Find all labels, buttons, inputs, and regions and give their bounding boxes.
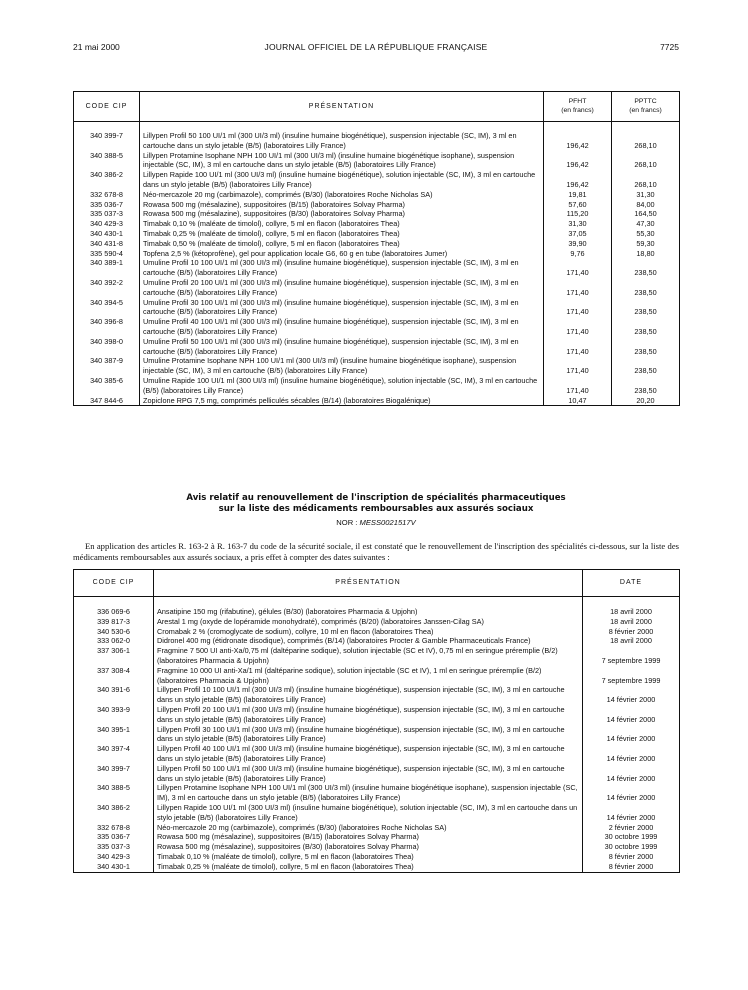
code-cip-cell: 337 308-4 [74,666,154,686]
code-cip-cell: 335 037-3 [74,209,140,219]
date-cell: 14 février 2000 [583,725,680,745]
table-row [74,200,680,210]
pfht-cell: 37,05 [544,229,612,239]
presentation-cell: Umuline Profil 20 100 UI/1 ml (300 UI/3 ml) (insuline humaine biogénétique), suspension injectable (SC, IM), 3 ml en cartouche (B/5) (laboratoires Lilly France) [140,278,544,298]
code-cip-cell: 340 393-9 [74,705,154,725]
code-cip-cell: 340 395-1 [74,725,154,745]
presentation-cell: Umuline Profil 10 100 UI/1 ml (300 UI/3 ml) (insuline humaine biogénétique), suspension injectable (SC, IM), 3 ml en cartouche (B/5) (laboratoires Lilly France) [140,258,544,278]
table-spacer [74,597,680,608]
code-cip-cell: 340 389-1 [74,258,140,278]
ppttc-cell: 164,50 [612,209,680,219]
notice-title-line2: sur la liste des médicaments remboursables aux assurés sociaux [218,504,534,514]
presentation-cell: Cromabak 2 % (cromoglycate de sodium), collyre, 10 ml en flacon (laboratoires Thea) [154,627,583,637]
table-row [74,627,680,637]
issue-date: 21 mai 2000 [73,42,120,52]
pfht-cell: 171,40 [544,317,612,337]
ppttc-cell: 238,50 [612,278,680,298]
presentation-cell: Fragmine 7 500 UI anti-Xa/0,75 ml (daltéparine sodique), solution injectable (SC et IV), 0,75 ml en seringue préremplie (B/2) (laboratoires Pharmacia & Upjohn) [154,646,583,666]
date-cell: 14 février 2000 [583,744,680,764]
pfht-cell: 19,81 [544,190,612,200]
table-row [74,131,680,151]
code-cip-cell: 333 062-0 [74,636,154,646]
presentation-cell: Rowasa 500 mg (mésalazine), suppositoires (B/30) (laboratoires Solvay Pharma) [140,209,544,219]
pfht-cell: 171,40 [544,258,612,278]
presentation-cell: Timabak 0,25 % (maléate de timolol), collyre, 5 ml en flacon (laboratoires Thea) [140,229,544,239]
date-cell: 7 septembre 1999 [583,646,680,666]
presentation-cell: Lillypen Profil 40 100 UI/1 ml (300 UI/3 ml) (insuline humaine biogénétique), suspension injectable (SC, IM), 3 ml en cartouche dans un stylo jetable (B/5) (laboratoires Lilly France) [154,744,583,764]
ppttc-cell: 31,30 [612,190,680,200]
date-cell: 14 février 2000 [583,685,680,705]
presentation-cell: Ansatipine 150 mg (rifabutine), gélules (B/30) (laboratoires Pharmacia & Upjohn) [154,607,583,617]
date-cell: 30 octobre 1999 [583,842,680,852]
table-row [74,705,680,725]
presentation-cell: Lillypen Profil 50 100 UI/1 ml (300 UI/3 ml) (insuline humaine biogénétique), suspension injectable (SC, IM), 3 ml en cartouche dans un stylo jetable (B/5) (laboratoires Lilly France) [140,131,544,151]
header-pfht-unit: (en francs) [561,106,594,114]
header-pfht-label: PFHT [568,98,587,105]
pfht-cell: 171,40 [544,376,612,396]
pfht-cell: 171,40 [544,298,612,318]
ppttc-cell: 268,10 [612,131,680,151]
code-cip-cell: 335 590-4 [74,249,140,259]
code-cip-cell: 340 430-1 [74,862,154,872]
table-row [74,842,680,852]
ppttc-cell: 238,50 [612,337,680,357]
date-cell: 14 février 2000 [583,764,680,784]
presentation-cell: Timabak 0,10 % (maléate de timolol), collyre, 5 ml en flacon (laboratoires Thea) [154,852,583,862]
pfht-cell: 57,60 [544,200,612,210]
code-cip-cell: 340 386-2 [74,803,154,823]
nor-label: NOR : [336,518,358,527]
table-row [74,852,680,862]
pfht-cell: 31,30 [544,219,612,229]
pfht-cell: 171,40 [544,278,612,298]
table-row [74,239,680,249]
presentation-cell: Lillypen Profil 20 100 UI/1 ml (300 UI/3 ml) (insuline humaine biogénétique), suspension injectable (SC, IM), 3 ml en cartouche dans un stylo jetable (B/5) (laboratoires Lilly France) [154,705,583,725]
table-row [74,376,680,396]
presentation-cell: Lillypen Profil 50 100 UI/1 ml (300 UI/3 ml) (insuline humaine biogénétique), suspension injectable (SC, IM), 3 ml en cartouche dans un stylo jetable (B/5) (laboratoires Lilly France) [154,764,583,784]
table-row [74,219,680,229]
date-cell: 18 avril 2000 [583,607,680,617]
pfht-cell: 196,42 [544,170,612,190]
date-cell: 18 avril 2000 [583,617,680,627]
table-row [74,356,680,376]
code-cip-cell: 340 386-2 [74,170,140,190]
code-cip-cell: 340 394-5 [74,298,140,318]
pfht-cell: 171,40 [544,356,612,376]
date-cell: 8 février 2000 [583,627,680,637]
page-number: 7725 [660,42,679,52]
renewal-table-header [74,570,680,597]
presentation-cell: Umuline Profil 40 100 UI/1 ml (300 UI/3 ml) (insuline humaine biogénétique), suspension injectable (SC, IM), 3 ml en cartouche (B/5) (laboratoires Lilly France) [140,317,544,337]
date-cell: 30 octobre 1999 [583,832,680,842]
presentation-cell: Umuline Profil 50 100 UI/1 ml (300 UI/3 ml) (insuline humaine biogénétique), suspension injectable (SC, IM), 3 ml en cartouche (B/5) (laboratoires Lilly France) [140,337,544,357]
code-cip-cell: 340 397-4 [74,744,154,764]
pfht-cell: 115,20 [544,209,612,219]
presentation-cell: Timabak 0,10 % (maléate de timolol), collyre, 5 ml en flacon (laboratoires Thea) [140,219,544,229]
code-cip-cell: 336 069-6 [74,607,154,617]
header-ppttc-label: PPTTC [634,98,657,105]
table-row [74,229,680,239]
presentation-cell: Umuline Rapide 100 UI/1 ml (300 UI/3 ml) (insuline humaine biogénétique), solution injectable (SC, IM), 3 ml en cartouche (B/5) (laboratoires Lilly France) [140,376,544,396]
ppttc-cell: 59,30 [612,239,680,249]
header-ppttc-unit: (en francs) [629,106,662,114]
pfht-cell: 39,90 [544,239,612,249]
pfht-cell: 196,42 [544,131,612,151]
ppttc-cell: 238,50 [612,317,680,337]
table-row [74,617,680,627]
table-row [74,744,680,764]
date-cell: 2 février 2000 [583,823,680,833]
notice-title [73,493,679,515]
code-cip-cell: 332 678-8 [74,190,140,200]
presentation-cell: Didronel 400 mg (étidronate disodique), comprimés (B/14) (laboratoires Procter & Gamble Pharmaceuticals France) [154,636,583,646]
table-row [74,764,680,784]
ppttc-cell: 238,50 [612,258,680,278]
code-cip-cell: 335 036-7 [74,832,154,842]
table-row [74,803,680,823]
presentation-cell: Rowasa 500 mg (mésalazine), suppositoires (B/30) (laboratoires Solvay Pharma) [154,842,583,852]
price-table [73,91,680,406]
table-row [74,666,680,686]
ppttc-cell: 238,50 [612,376,680,396]
code-cip-cell: 340 388-5 [74,783,154,803]
date-cell: 14 février 2000 [583,803,680,823]
code-cip-cell: 340 388-5 [74,151,140,171]
presentation-cell: Lillypen Protamine Isophane NPH 100 UI/1 ml (300 UI/3 ml) (insuline humaine biogénétique isophane), suspension injectable (SC, IM), 3 ml en cartouche dans un stylo jetable (B/5) (laboratoires Lilly France) [154,783,583,803]
header-pfht [544,92,612,122]
ppttc-cell: 238,50 [612,356,680,376]
presentation-cell: Timabak 0,50 % (maléate de timolol), collyre, 5 ml en flacon (laboratoires Thea) [140,239,544,249]
pfht-cell: 171,40 [544,337,612,357]
date-cell: 7 septembre 1999 [583,666,680,686]
table-row [74,646,680,666]
table-row [74,298,680,318]
date-cell: 8 février 2000 [583,852,680,862]
header-date: DATE [583,570,680,597]
code-cip-cell: 340 399-7 [74,131,140,151]
code-cip-cell: 340 530-6 [74,627,154,637]
table-row [74,685,680,705]
presentation-cell: Timabak 0,25 % (maléate de timolol), collyre, 5 ml en flacon (laboratoires Thea) [154,862,583,872]
code-cip-cell: 335 037-3 [74,842,154,852]
presentation-cell: Umuline Profil 30 100 UI/1 ml (300 UI/3 ml) (insuline humaine biogénétique), suspension injectable (SC, IM), 3 ml en cartouche (B/5) (laboratoires Lilly France) [140,298,544,318]
ppttc-cell: 55,30 [612,229,680,239]
header-presentation: PRÉSENTATION [154,570,583,597]
ppttc-cell: 47,30 [612,219,680,229]
table-row [74,249,680,259]
code-cip-cell: 340 387-9 [74,356,140,376]
presentation-cell: Lillypen Rapide 100 UI/1 ml (300 UI/3 ml) (insuline humaine biogénétique), solution injectable (SC, IM), 3 ml en cartouche dans un stylo jetable (B/5) (laboratoires Lilly France) [140,170,544,190]
presentation-cell: Néo-mercazole 20 mg (carbimazole), comprimés (B/30) (laboratoires Roche Nicholas SA) [140,190,544,200]
table-row [74,170,680,190]
code-cip-cell: 340 429-3 [74,219,140,229]
pfht-cell: 10,47 [544,396,612,406]
header-code-cip: CODE CIP [74,92,140,122]
ppttc-cell: 268,10 [612,170,680,190]
code-cip-cell: 332 678-8 [74,823,154,833]
price-table-header [74,92,680,122]
header-presentation: PRÉSENTATION [140,92,544,122]
ppttc-cell: 238,50 [612,298,680,318]
code-cip-cell: 340 430-1 [74,229,140,239]
ppttc-cell: 268,10 [612,151,680,171]
notice-title-line1: Avis relatif au renouvellement de l'inscription de spécialités pharmaceutiques [186,493,566,503]
table-row [74,832,680,842]
pfht-cell: 196,42 [544,151,612,171]
presentation-cell: Lillypen Profil 30 100 UI/1 ml (300 UI/3 ml) (insuline humaine biogénétique), suspension injectable (SC, IM), 3 ml en cartouche dans un stylo jetable (B/5) (laboratoires Lilly France) [154,725,583,745]
table-row [74,862,680,872]
table-row [74,725,680,745]
table-row [74,278,680,298]
table-row [74,190,680,200]
renewal-table [73,569,680,873]
header-ppttc [612,92,680,122]
nor-value: MESS0021517V [359,518,416,527]
code-cip-cell: 335 036-7 [74,200,140,210]
ppttc-cell: 18,80 [612,249,680,259]
date-cell: 14 février 2000 [583,705,680,725]
code-cip-cell: 340 398-0 [74,337,140,357]
notice-paragraph: En application des articles R. 163-2 à R. 163-7 du code de la sécurité sociale, il est constaté que le renouvellement de l'inscription des spécialités ci-dessous, sur la liste des médicaments remboursables aux assurés sociaux, a pris effet à compter des dates suivantes : [73,541,679,562]
ppttc-cell: 84,00 [612,200,680,210]
table-row [74,607,680,617]
ppttc-cell: 20,20 [612,396,680,406]
presentation-cell: Zopiclone RPG 7,5 mg, comprimés pelliculés sécables (B/14) (laboratoires Biogalénique) [140,396,544,406]
presentation-cell: Topfena 2,5 % (kétoprofène), gel pour application locale G6, 60 g en tube (laboratoires Jumer) [140,249,544,259]
code-cip-cell: 340 431-8 [74,239,140,249]
code-cip-cell: 340 391-6 [74,685,154,705]
presentation-cell: Rowasa 500 mg (mésalazine), suppositoires (B/15) (laboratoires Solvay Pharma) [154,832,583,842]
presentation-cell: Rowasa 500 mg (mésalazine), suppositoires (B/15) (laboratoires Solvay Pharma) [140,200,544,210]
code-cip-cell: 340 396-8 [74,317,140,337]
presentation-cell: Lillypen Profil 10 100 UI/1 ml (300 UI/3 ml) (insuline humaine biogénétique), suspension injectable (SC, IM), 3 ml en cartouche dans un stylo jetable (B/5) (laboratoires Lilly France) [154,685,583,705]
table-row [74,151,680,171]
code-cip-cell: 340 399-7 [74,764,154,784]
presentation-cell: Arestal 1 mg (oxyde de lopéramide monohydraté), comprimés (B/20) (laboratoires Janssen-Cilag SA) [154,617,583,627]
table-row [74,258,680,278]
code-cip-cell: 339 817-3 [74,617,154,627]
table-row [74,337,680,357]
table-row [74,317,680,337]
page-header [73,42,679,56]
presentation-cell: Umuline Protamine Isophane NPH 100 UI/1 ml (300 UI/3 ml) (insuline humaine biogénétique isophane), suspension injectable (SC, IM), 3 ml en cartouche (B/5) (laboratoires Lilly France) [140,356,544,376]
presentation-cell: Lillypen Rapide 100 UI/1 ml (300 UI/3 ml) (insuline humaine biogénétique), solution injectable (SC, IM), 3 ml en cartouche dans un stylo jetable (B/5) (laboratoires Lilly France) [154,803,583,823]
table-spacer [74,122,680,132]
code-cip-cell: 340 429-3 [74,852,154,862]
table-row [74,783,680,803]
table-row [74,209,680,219]
date-cell: 8 février 2000 [583,862,680,872]
presentation-cell: Fragmine 10 000 UI anti-Xa/1 ml (daltéparine sodique), solution injectable (SC et IV), 1 ml en seringue préremplie (B/2) (laboratoires Pharmacia & Upjohn) [154,666,583,686]
presentation-cell: Lillypen Protamine Isophane NPH 100 UI/1 ml (300 UI/3 ml) (insuline humaine biogénétique isophane), suspension injectable (SC, IM), 3 ml en cartouche dans un stylo jetable (B/5) (laboratoires Lilly France) [140,151,544,171]
date-cell: 18 avril 2000 [583,636,680,646]
table-row [74,396,680,406]
header-code-cip: CODE CIP [74,570,154,597]
nor-reference [73,518,679,527]
presentation-cell: Néo-mercazole 20 mg (carbimazole), comprimés (B/30) (laboratoires Roche Nicholas SA) [154,823,583,833]
pfht-cell: 9,76 [544,249,612,259]
code-cip-cell: 347 844-6 [74,396,140,406]
date-cell: 14 février 2000 [583,783,680,803]
code-cip-cell: 340 385-6 [74,376,140,396]
table-row [74,636,680,646]
table-row [74,823,680,833]
journal-title: JOURNAL OFFICIEL DE LA RÉPUBLIQUE FRANÇAISE [264,42,488,52]
code-cip-cell: 337 306-1 [74,646,154,666]
code-cip-cell: 340 392-2 [74,278,140,298]
